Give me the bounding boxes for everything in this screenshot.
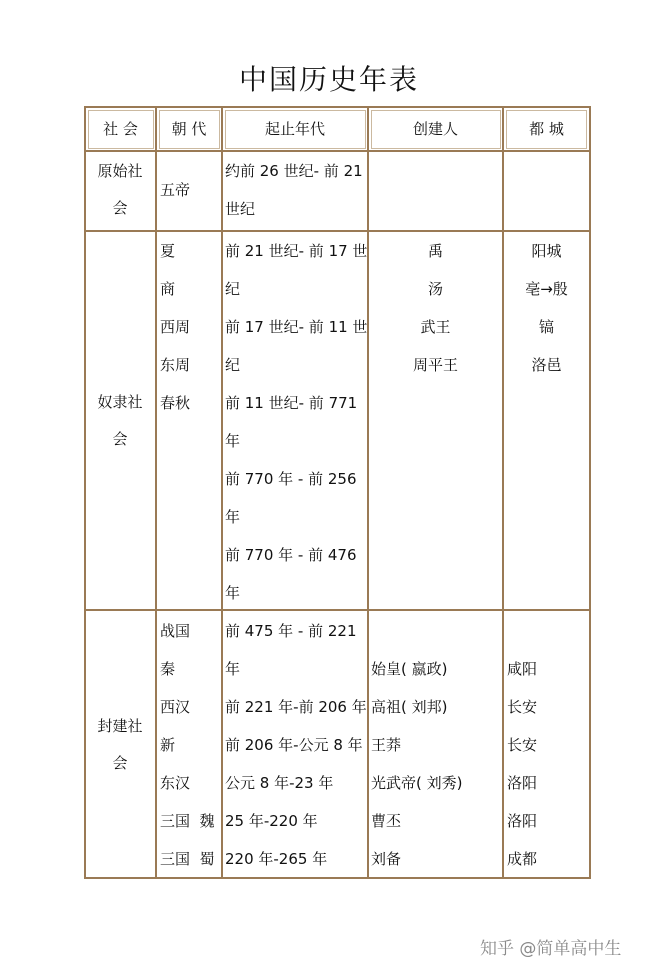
capital-name: 洛阳 (507, 774, 538, 792)
period-text: 25 年-220 年 (225, 812, 318, 830)
dynasty-name: 商 (160, 280, 176, 298)
dynasty-name: 战国 (160, 622, 191, 640)
founder-name: 刘备 (371, 850, 402, 868)
period-text: 年 (225, 584, 241, 602)
founder-cell (371, 650, 462, 878)
capital-name: 成都 (507, 850, 538, 868)
period-text: 前 206 年-公元 8 年 (225, 736, 363, 754)
dynasty-name: 新 (160, 736, 176, 754)
founder-name: 武王 (420, 318, 451, 336)
capital-name: 洛邑 (531, 356, 562, 374)
dynasty-name: 五帝 (160, 181, 191, 199)
society-text: 会 (112, 754, 128, 772)
dynasty-name: 西周 (160, 318, 191, 336)
period-text: 约前 26 世纪- 前 21 (225, 162, 363, 180)
society-feudal (86, 708, 154, 782)
dynasty-name: 东周 (160, 356, 191, 374)
founder-name: 曹丕 (371, 812, 402, 830)
founder-name: 高祖( 刘邦) (371, 698, 448, 716)
period-text: 前 17 世纪- 前 11 世 (225, 318, 368, 336)
capital-name: 咸阳 (507, 660, 538, 678)
period-text: 前 21 世纪- 前 17 世 (225, 242, 368, 260)
society-text: 会 (112, 430, 128, 448)
dynasty-cell (160, 232, 190, 422)
period-text: 年 (225, 508, 241, 526)
period-text: 前 11 世纪- 前 771 (225, 394, 358, 412)
period-cell (225, 232, 367, 612)
period-text: 世纪 (225, 200, 256, 218)
period-text: 前 221 年-前 206 年 (225, 698, 367, 716)
zhihu-watermark: 知乎 @简单高中生 (480, 939, 622, 959)
founder-name: 始皇( 嬴政) (371, 660, 448, 678)
society-text: 奴隶社 (97, 393, 143, 411)
society-text: 会 (112, 199, 128, 217)
capital-name: 长安 (507, 736, 538, 754)
header-period: 起止年代 (264, 120, 325, 138)
founder-name: 王莽 (371, 736, 402, 754)
dynasty-name: 三国 魏 (160, 812, 215, 830)
period-text: 前 770 年 - 前 476 (225, 546, 357, 564)
society-text: 原始社 (97, 162, 143, 180)
dynasty-name: 春秋 (160, 394, 191, 412)
society-slave (86, 384, 154, 458)
capital-name: 镐 (538, 318, 554, 336)
founder-name: 汤 (427, 280, 443, 298)
dynasty-name: 秦 (160, 660, 176, 678)
dynasty-name: 东汉 (160, 774, 191, 792)
founder-name: 周平王 (412, 356, 458, 374)
period-cell (225, 152, 363, 228)
period-text: 220 年-265 年 (225, 850, 328, 868)
period-text: 前 770 年 - 前 256 (225, 470, 357, 488)
capital-name: 长安 (507, 698, 538, 716)
dynasty-cell (160, 171, 190, 209)
header-dynasty: 朝 代 (171, 120, 207, 138)
period-text: 公元 8 年-23 年 (225, 774, 334, 792)
capital-name: 洛阳 (507, 812, 538, 830)
col-divider (502, 106, 504, 879)
page-title: 中国历史年表 (238, 63, 419, 96)
dynasty-name: 西汉 (160, 698, 191, 716)
society-text: 封建社 (97, 717, 143, 735)
col-divider (221, 106, 223, 879)
header-founder: 创建人 (412, 120, 458, 138)
col-divider (155, 106, 157, 879)
period-text: 纪 (225, 280, 241, 298)
founder-name: 光武帝( 刘秀) (371, 774, 463, 792)
capital-name: 阳城 (531, 242, 562, 260)
capital-name: 亳→殷 (525, 280, 568, 298)
header-society: 社 会 (103, 120, 138, 138)
capital-cell (504, 232, 589, 384)
header-capital: 都 城 (529, 120, 564, 138)
period-text: 纪 (225, 356, 241, 374)
period-text: 前 475 年 - 前 221 (225, 622, 357, 640)
dynasty-cell (160, 612, 215, 878)
society-primitive (86, 153, 154, 227)
capital-cell (507, 650, 537, 878)
period-text: 年 (225, 432, 241, 450)
founder-cell (369, 232, 502, 384)
dynasty-name: 夏 (160, 242, 176, 260)
period-cell (225, 612, 367, 878)
period-text: 年 (225, 660, 241, 678)
founder-name: 禹 (427, 242, 443, 260)
dynasty-name: 三国 蜀 (160, 850, 215, 868)
